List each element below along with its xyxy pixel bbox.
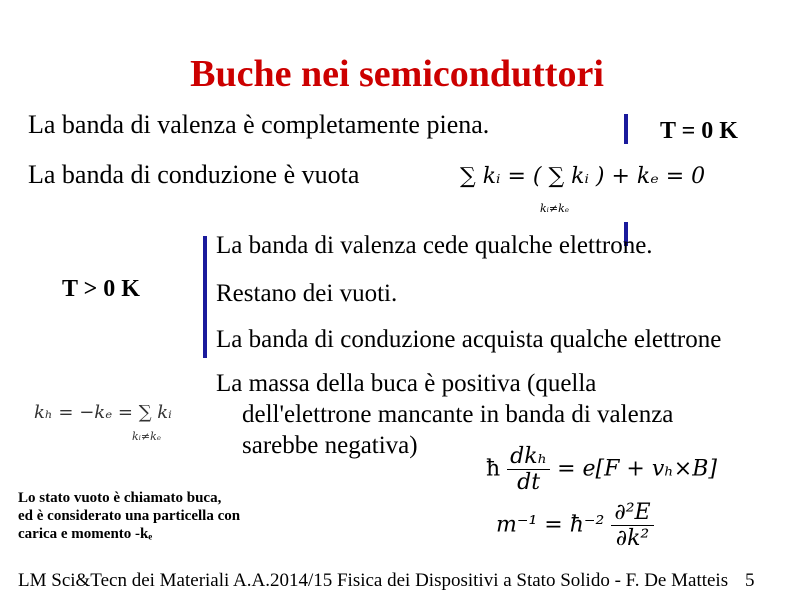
page-number: 5 (745, 570, 755, 591)
text-conduction-empty: La banda di conduzione è vuota (28, 160, 360, 189)
equation-hole-force-hbar: ħ (486, 456, 501, 482)
text-hole-mass-3: sarebbe negativa) (242, 432, 418, 459)
text-hole-mass-2: dell'elettrone mancante in banda di valenza (242, 401, 674, 428)
divider-bar-left (203, 236, 207, 358)
note-hole-def-1: Lo stato vuoto è chiamato buca, (18, 490, 222, 506)
equation-momentum-sum-condition: kᵢ≠kₑ (540, 202, 570, 215)
text-hole-mass-1: La massa della buca è positiva (quella (216, 370, 597, 397)
equation-effective-mass-fraction (611, 500, 653, 551)
footer-text: LM Sci&Tecn dei Materiali A.A.2014/15 Fisica dei Dispositivi a Stato Solido - F. De Matteis (18, 570, 729, 591)
text-holes-remain: Restano dei vuoti. (216, 280, 398, 307)
equation-hole-force-num: dkₕ (507, 444, 550, 470)
equation-effective-mass (496, 500, 654, 551)
equation-effective-mass-den: ∂k² (615, 526, 650, 551)
text-valence-full: La banda di valenza è completamente piena. (28, 110, 490, 139)
equation-hole-momentum-condition: kᵢ≠kₑ (132, 430, 162, 443)
note-hole-def-3: carica e momento -kₑ (18, 526, 153, 542)
equation-effective-mass-lhs: m⁻¹ = ħ⁻² (496, 512, 605, 538)
text-valence-gives: La banda di valenza cede qualche elettrone. (216, 232, 653, 259)
equation-hole-force-rhs: = e[F + vₕ×B] (557, 456, 717, 482)
slide-title: Buche nei semiconduttori (190, 53, 604, 95)
label-t-zero: T = 0 K (660, 118, 738, 144)
note-hole-def-2: ed è considerato una particella con (18, 508, 241, 524)
text-conduction-gets: La banda di conduzione acquista qualche elettrone (216, 326, 722, 353)
equation-hole-momentum: kₕ = −kₑ = ∑ kᵢ (34, 402, 172, 423)
label-t-positive: T > 0 K (62, 276, 140, 302)
equation-hole-force (486, 444, 717, 495)
equation-hole-force-fraction (507, 444, 550, 495)
equation-hole-force-den: dt (517, 470, 541, 495)
equation-effective-mass-num: ∂²E (611, 500, 653, 526)
divider-bar-top (624, 114, 628, 144)
equation-momentum-sum: ∑ kᵢ = ( ∑ kᵢ ) + kₑ = 0 (460, 164, 706, 189)
